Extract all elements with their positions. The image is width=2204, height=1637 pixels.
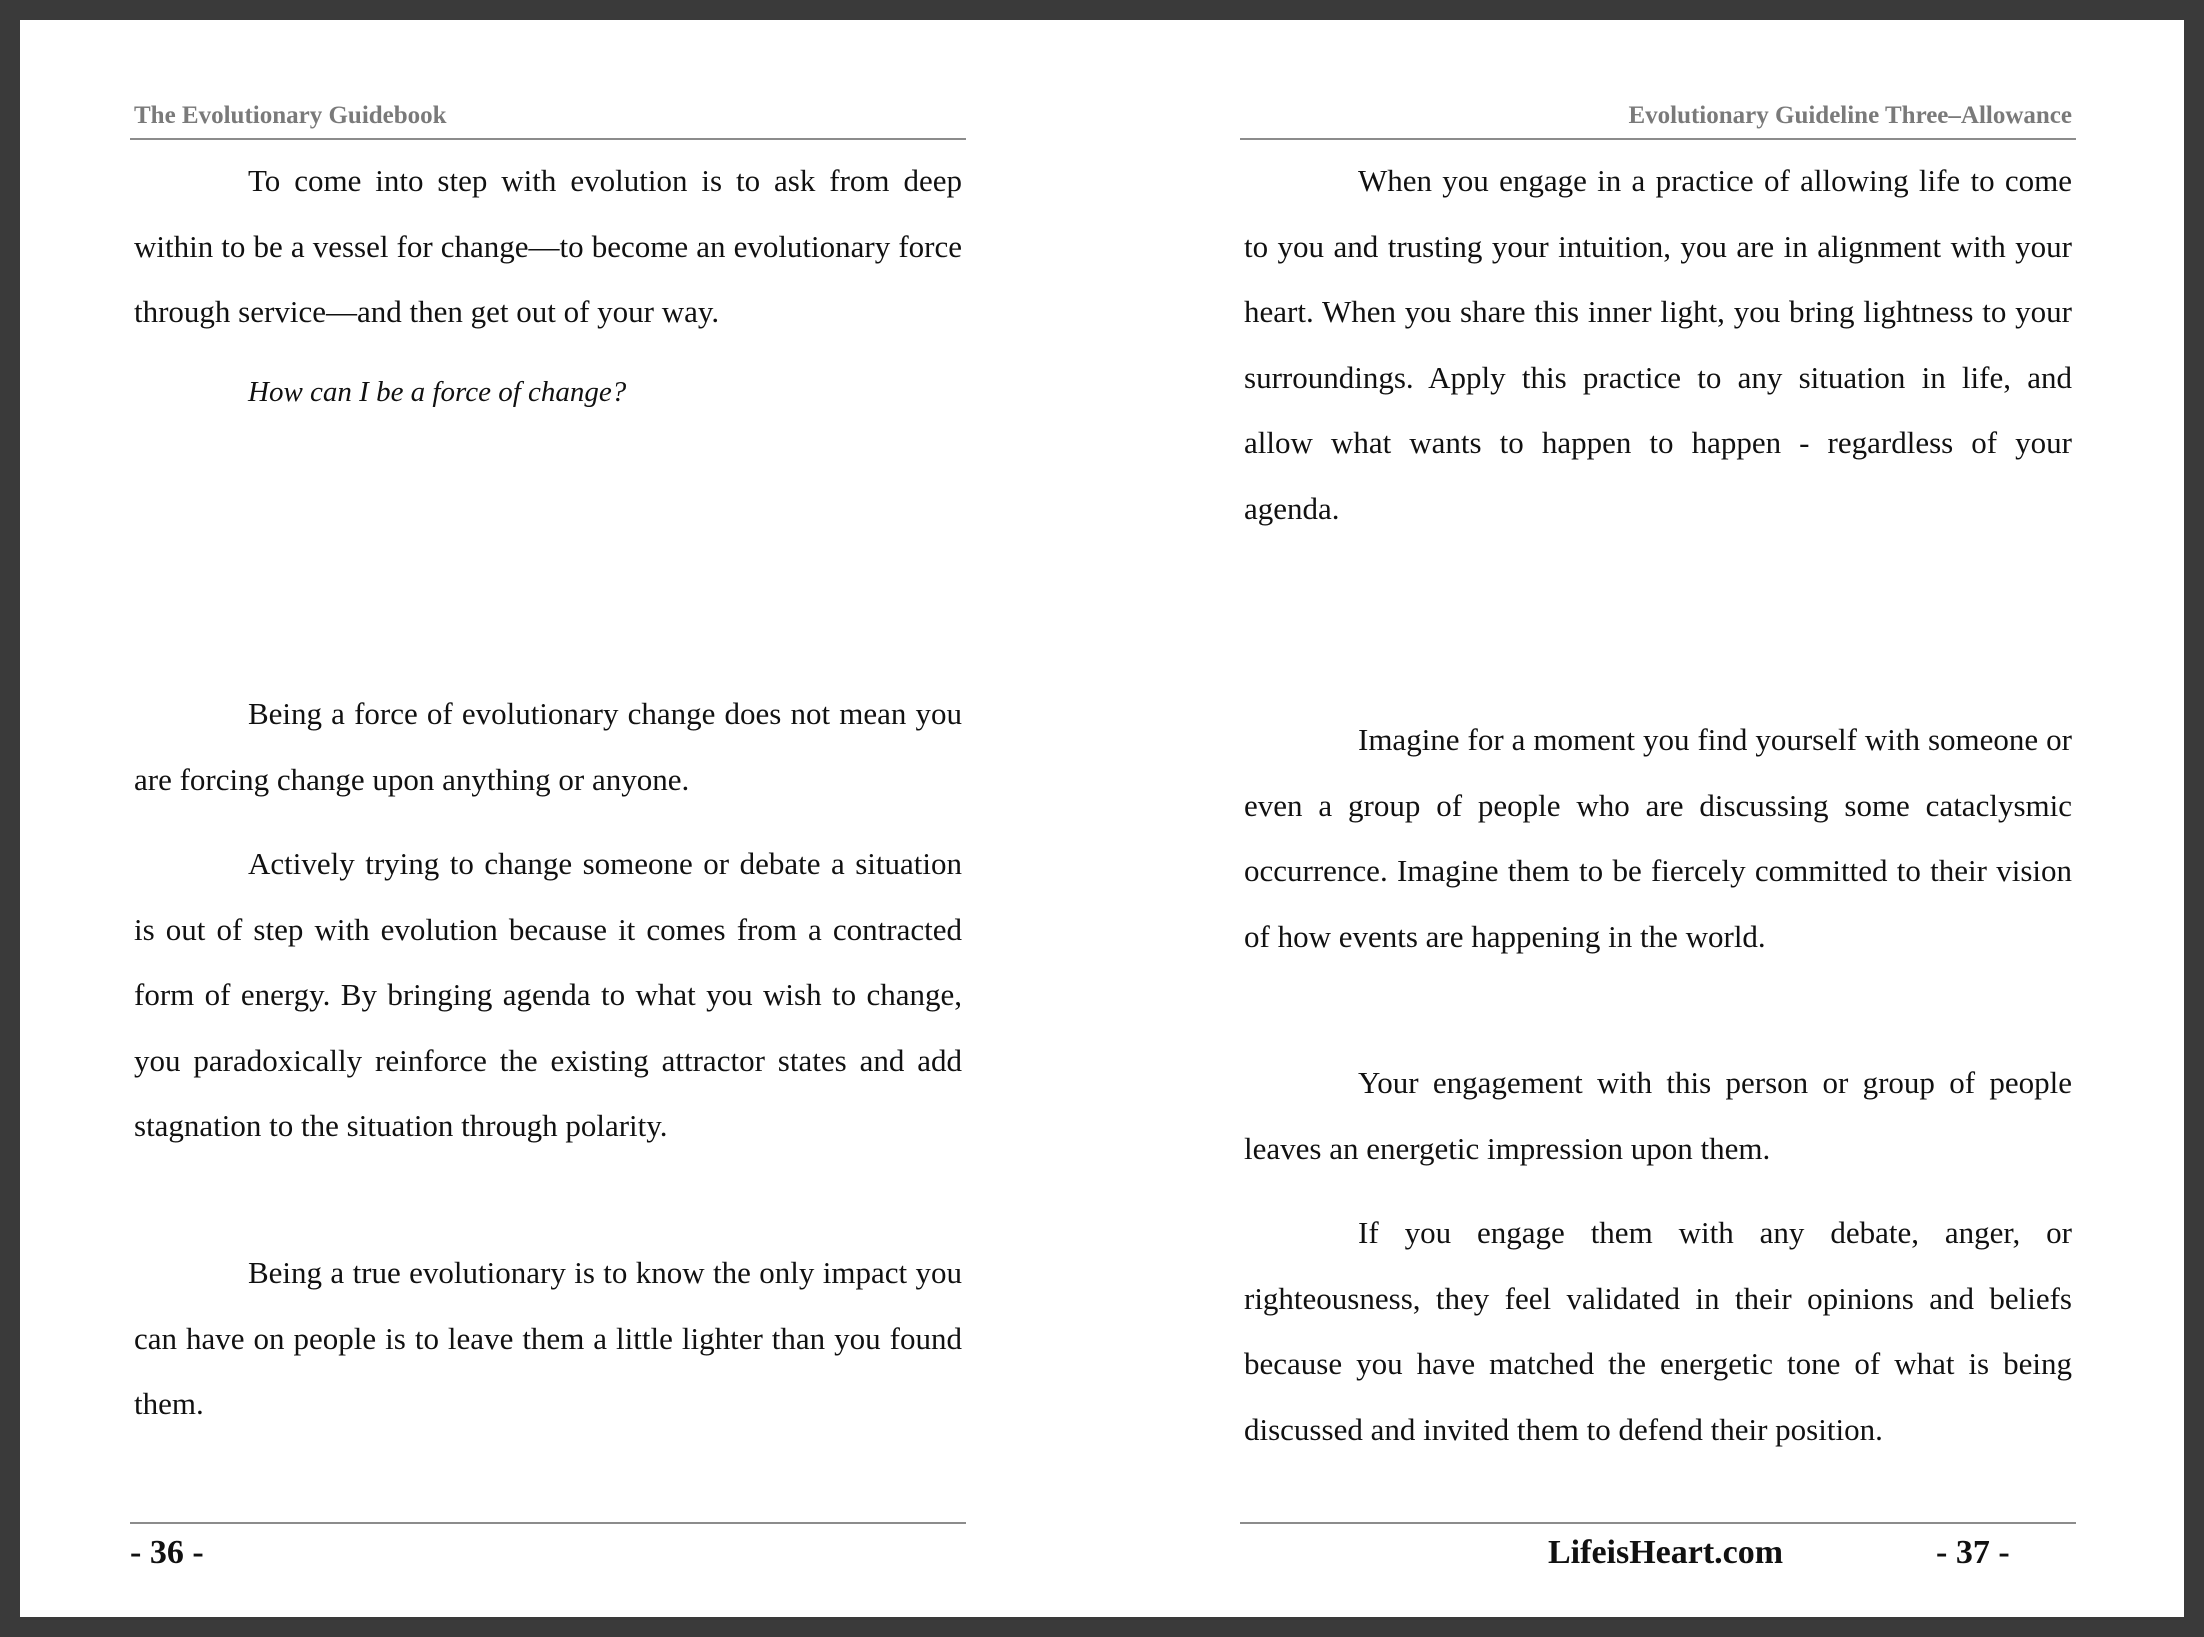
page-number: - 37 -: [1936, 1534, 2010, 1571]
italic-question: How can I be a force of change?: [248, 376, 627, 408]
paragraph-block: [1244, 148, 2072, 541]
chapter-title: Evolutionary Guideline Three–Allowance: [1628, 102, 2072, 129]
right-page: [1240, 20, 2076, 1617]
paragraph-block: [1244, 707, 2072, 969]
paragraph-block: [134, 148, 962, 345]
paragraph-block: [1244, 1200, 2072, 1462]
paragraph: Your engagement with this person or group of people leaves an energetic impression upon them.: [1244, 1065, 2072, 1166]
running-head-left: [130, 98, 966, 140]
book-title: The Evolutionary Guidebook: [134, 102, 447, 129]
paragraph-block: [134, 831, 962, 1159]
paragraph-block: [134, 681, 962, 812]
left-page: [130, 20, 966, 1617]
paragraph: If you engage them with any debate, anger, or righteousness, they feel validated in their opinions and beliefs because you have matched the energetic tone of what is being discussed and invited them to defend their position.: [1244, 1215, 2072, 1447]
book-spread: [20, 20, 2184, 1617]
paragraph-block: [134, 1240, 962, 1437]
paragraph: When you engage in a practice of allowing life to come to you and trusting your intuition, you are in alignment with your heart. When you share this inner light, you bring lightness to your surroundings. Apply this practice to any situation in life, and allow what wants to happen to happen - regardless of your agenda.: [1244, 163, 2072, 526]
paragraph: Being a true evolutionary is to know the only impact you can have on people is to leave them a little lighter than you found them.: [134, 1255, 962, 1421]
website-link[interactable]: LifeisHeart.com: [1548, 1534, 1784, 1571]
running-head-right: [1240, 98, 2076, 140]
paragraph: Being a force of evolutionary change does not mean you are forcing change upon anything or anyone.: [134, 696, 962, 797]
footer-left: [130, 1522, 966, 1571]
paragraph-block: [1244, 1050, 2072, 1181]
question-block: [134, 360, 962, 426]
paragraph: To come into step with evolution is to ask from deep within to be a vessel for change—to become an evolutionary force through service—and then get out of your way.: [134, 163, 962, 329]
page-number: - 36 -: [130, 1534, 204, 1571]
paragraph: Actively trying to change someone or debate a situation is out of step with evolution because it comes from a contracted form of energy. By bringing agenda to what you wish to change, you paradoxically reinforce the existing attractor states and add stagnation to the situation through polarity.: [134, 846, 962, 1143]
footer-right: [1240, 1522, 2076, 1571]
paragraph: Imagine for a moment you find yourself with someone or even a group of people who are discussing some cataclysmic occurrence. Imagine them to be fiercely committed to their vision of how events are happening in the world.: [1244, 722, 2072, 954]
